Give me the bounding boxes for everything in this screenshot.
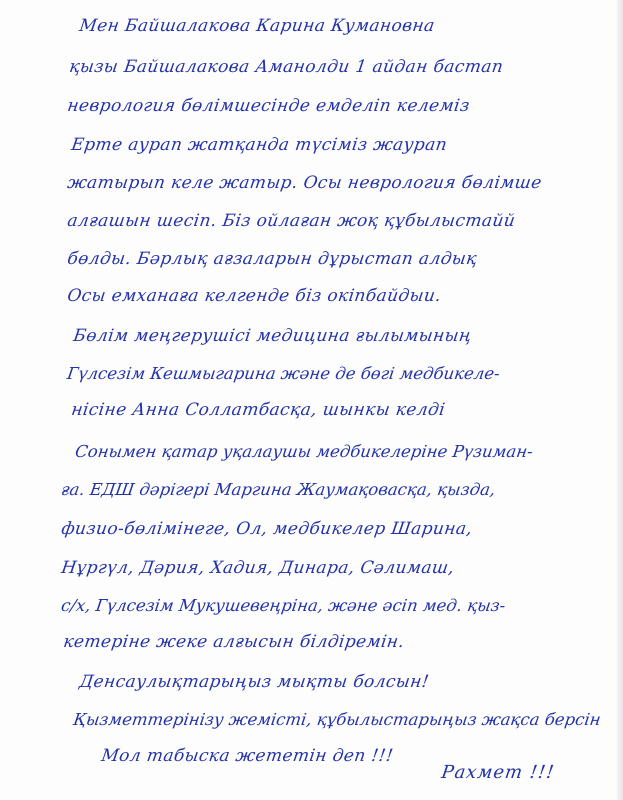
letter-line: Бөлім меңгерушісі медицина ғылымының [72,326,473,346]
signature: Рахмет !!! [440,762,557,783]
letter-line: алғашын шесіп. Біз ойлаған жоқ құбылыстайй [66,211,517,231]
letter-line: Осы емханаға келгенде біз окіпбайдыи. [66,286,443,306]
letter-line: Гүлсезім Кешмыгарина және де бөгі медбикеле- [66,364,502,383]
letter-line: неврология бөлімшесінде емделіп келеміз [66,96,471,116]
letter-line: қызы Байшалакова Аманолди 1 айдан бастап [68,57,505,77]
letter-line: Денсаулықтарыңыз мықты болсын! [78,672,431,692]
letter-line: Қызметтерінізу жемісті, құбылыстарыңыз жақса берсін [72,710,602,729]
paper-edge [617,0,623,800]
letter-line: Мен Байшалакова Карина Кумановна [78,16,437,36]
letter-line: физио-бөлімінеге, Ол, медбикелер Шарина, [60,519,474,539]
letter-line: жатырып келе жатыр. Осы неврология бөлімше [66,173,544,193]
letter-line: Нұргүл, Дәрия, Хадия, Динара, Сәлимаш, [60,558,456,578]
letter-line: нісіне Анна Соллатбасқа, шынкы келді [70,400,447,420]
letter-line: с/х, Гүлсезім Мукушевеңріна, және әсіп мед. қыз- [60,596,507,615]
letter-line: Ерте аурап жатқанда түсіміз жаурап [70,135,449,155]
letter-line: Сонымен қатар уқалаушы медбикелеріне Рүзиман- [74,442,535,461]
letter-line: Мол табыска жететін деп !!! [100,746,395,766]
letter-line: ға. ЕДШ дәрігері Маргина Жаумақовасқа, қызда, [60,480,497,499]
letter-line: бөлды. Бәрлық ағзаларын дұрыстап алдық [66,249,479,269]
letter-line: кетеріне жеке алғысын білдіремін. [62,632,406,652]
